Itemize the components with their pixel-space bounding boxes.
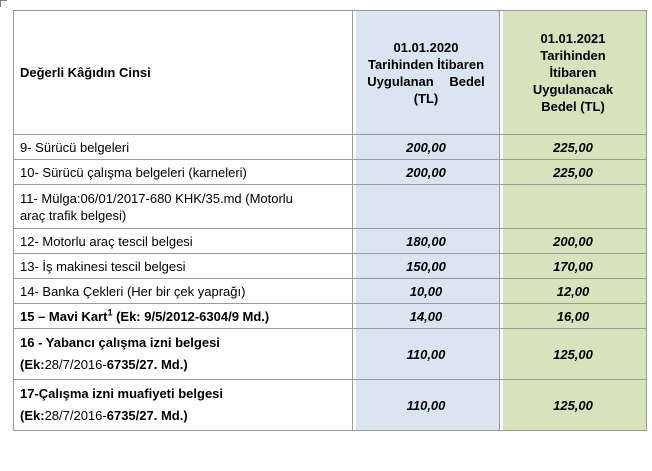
table-row [13, 329, 647, 380]
row-value-2020: 14,00 [353, 304, 500, 329]
header-name-text: Değerli Kâğıdın Cinsi [20, 65, 151, 80]
header-2021-line: Uygulanacak [532, 82, 614, 97]
row-name-part: 6735/27. Md.) [106, 408, 188, 423]
row-name-line2 [20, 354, 352, 376]
footnote-marker: 1 [107, 307, 113, 318]
table-row [13, 229, 647, 254]
row-name-rest: (Ek: 9/5/2012-6304/9 Md.) [112, 308, 270, 324]
row-value-2021: 125,00 [500, 329, 647, 380]
header-2020-line: Tarihinden İtibaren [367, 56, 485, 72]
header-2020-line: Uygulanan Bedel [367, 73, 485, 89]
table-row [13, 254, 647, 279]
row-name-main: 15 – Mavi Kart [20, 308, 108, 324]
table-row [13, 279, 647, 304]
row-name: 9- Sürücü belgeleri [20, 139, 130, 155]
row-value-2020 [353, 185, 500, 229]
row-value-2021: 125,00 [500, 380, 647, 431]
row-name-part: (Ek: [20, 408, 45, 423]
row-value-2020: 110,00 [353, 380, 500, 431]
row-name: 10- Sürücü çalışma belgeleri (karneleri) [20, 164, 247, 180]
row-name-part: 28/7/2016- [44, 408, 107, 423]
row-value-2021 [500, 185, 647, 229]
table-row [13, 185, 647, 229]
row-name-line2: araç trafik belgesi) [20, 207, 127, 223]
row-value-2020: 180,00 [353, 229, 500, 254]
window-corner-mark [0, 0, 7, 7]
header-2021-line: Tarihinden [540, 48, 606, 63]
row-name: 13- İş makinesi tescil belgesi [20, 258, 186, 274]
row-value-2021: 16,00 [500, 304, 647, 329]
row-name-cell [13, 185, 353, 229]
row-value-2021: 170,00 [500, 254, 647, 279]
header-2021-line: İtibaren [549, 65, 597, 80]
table-header-row [13, 10, 647, 135]
header-2021-line: Bedel (TL) [541, 99, 605, 114]
row-value-2020: 200,00 [353, 160, 500, 185]
row-value-2020: 150,00 [353, 254, 500, 279]
header-2020-cell [353, 10, 500, 135]
row-value-2020: 10,00 [353, 279, 500, 304]
header-2020-line: 01.01.2020 [393, 39, 459, 55]
row-value-2020: 110,00 [353, 329, 500, 380]
row-name-cell [13, 135, 353, 160]
table-row [13, 380, 647, 431]
row-name: 14- Banka Çekleri (Her bir çek yaprağı) [20, 283, 246, 299]
fee-table [13, 10, 647, 431]
table-row [13, 135, 647, 160]
row-name-cell [13, 229, 353, 254]
row-name-cell [13, 279, 353, 304]
row-name-line1: 17-Çalışma izni muafiyeti belgesi [20, 386, 224, 401]
row-value-2021: 225,00 [500, 160, 647, 185]
row-name-cell [13, 254, 353, 279]
row-name-line1: 11- Mülga:06/01/2017-680 KHK/35.md (Motorlu [20, 190, 293, 206]
row-name-part: (Ek: [20, 357, 45, 372]
header-2020-line: (TL) [413, 90, 439, 106]
row-name-line1: 16 - Yabancı çalışma izni belgesi [20, 335, 220, 350]
row-name-cell [13, 304, 353, 329]
row-name-part: 28/7/2016- [44, 357, 107, 372]
row-value-2021: 12,00 [500, 279, 647, 304]
row-name-cell [13, 329, 353, 380]
header-2021-cell [500, 10, 647, 135]
row-name-cell [13, 160, 353, 185]
header-2021-line: 01.01.2021 [540, 31, 606, 46]
row-value-2021: 200,00 [500, 229, 647, 254]
table-row [13, 304, 647, 329]
row-value-2021: 225,00 [500, 135, 647, 160]
row-value-2020: 200,00 [353, 135, 500, 160]
row-name-part: 6735/27. Md.) [106, 357, 188, 372]
table-row [13, 160, 647, 185]
header-name-cell [13, 10, 353, 135]
row-name: 12- Motorlu araç tescil belgesi [20, 233, 193, 249]
row-name-line2 [20, 405, 352, 427]
row-name-cell [13, 380, 353, 431]
